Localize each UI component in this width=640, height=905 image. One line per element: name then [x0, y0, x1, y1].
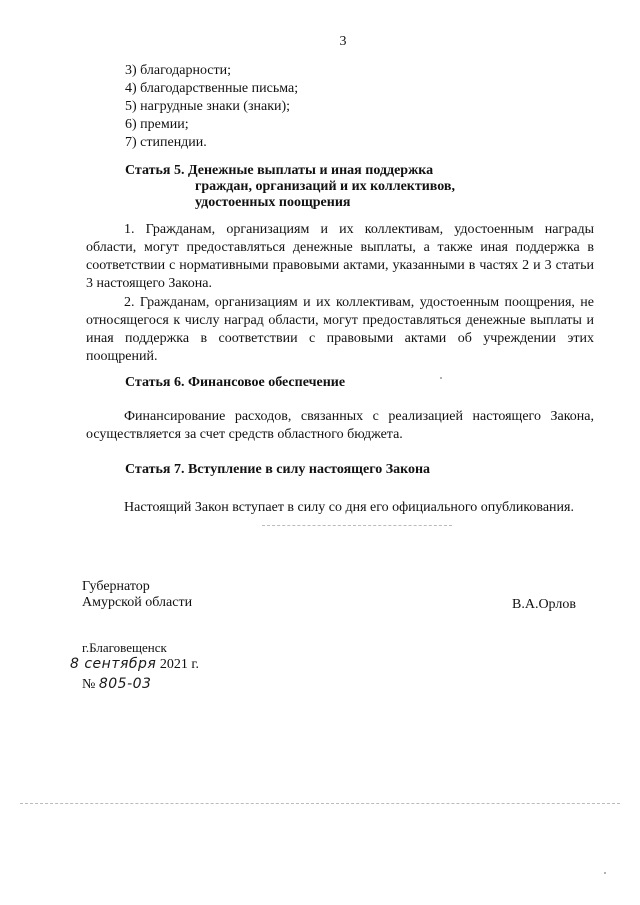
list-item: 3) благодарности; [125, 63, 232, 78]
scan-artifact-line [262, 525, 452, 526]
article7-paragraph-text: Настоящий Закон вступает в силу со дня его официального опубликования. [124, 500, 574, 515]
article6-paragraph-text: Финансирование расходов, связанных с реализацией настоящего Закона, осуществляется за счет средств областного бюджета. [86, 409, 594, 442]
number-sign: № [82, 677, 96, 692]
printed-year: 2021 г. [159, 657, 200, 672]
article5-paragraph2-text: 2. Гражданам, организациям и их коллективам, удостоенным поощрения, не относящегося к числу наград области, могут предоставляться денежные выплаты и иная поддержка в соответствии с правовыми актами об учреждении этих поощрений. [86, 295, 594, 364]
signatory-name: В.А.Орлов [512, 597, 576, 612]
article5-paragraph1 [86, 221, 594, 293]
scan-speck [604, 872, 606, 874]
article6-heading: Статья 6. Финансовое обеспечение [125, 375, 346, 390]
article5-paragraph2 [86, 294, 594, 366]
article5-paragraph1-text: 1. Гражданам, организациям и их коллективам, удостоенным награды области, могут предоставляться денежные выплаты, а также иная поддержка в соответствии с нормативными правовыми актами, указанными в частях 2 и 3 статьи 3 настоящего Закона. [86, 222, 594, 291]
article7-heading: Статья 7. Вступление в силу настоящего Закона [125, 462, 431, 477]
signatory-title-line2: Амурской области [82, 595, 193, 610]
article5-heading-line1: Статья 5. Денежные выплаты и иная поддержка [125, 163, 434, 178]
page-number: 3 [339, 34, 347, 49]
scan-artifact-line [20, 803, 620, 804]
list-item: 4) благодарственные письма; [125, 81, 299, 96]
article5-heading-line2: граждан, организаций и их коллективов, [195, 179, 455, 194]
awards-list [125, 62, 298, 152]
article5-heading-line3: удостоенных поощрения [195, 195, 351, 210]
list-item: 6) премии; [125, 117, 189, 132]
list-item: 7) стипендии. [125, 135, 207, 150]
list-item: 5) нагрудные знаки (знаки); [125, 99, 291, 114]
law-number [82, 676, 151, 693]
article7-paragraph [86, 499, 594, 517]
handwritten-date: 8 сентября [70, 656, 157, 672]
signatory-title-line1: Губернатор [82, 579, 150, 594]
scan-speck [440, 377, 442, 379]
handwritten-number: 805-03 [98, 676, 152, 692]
signing-date [70, 656, 199, 673]
article6-paragraph [86, 408, 594, 444]
signing-place: г.Благовещенск [82, 640, 167, 655]
article5-heading [125, 163, 455, 211]
signatory-title [82, 579, 192, 611]
